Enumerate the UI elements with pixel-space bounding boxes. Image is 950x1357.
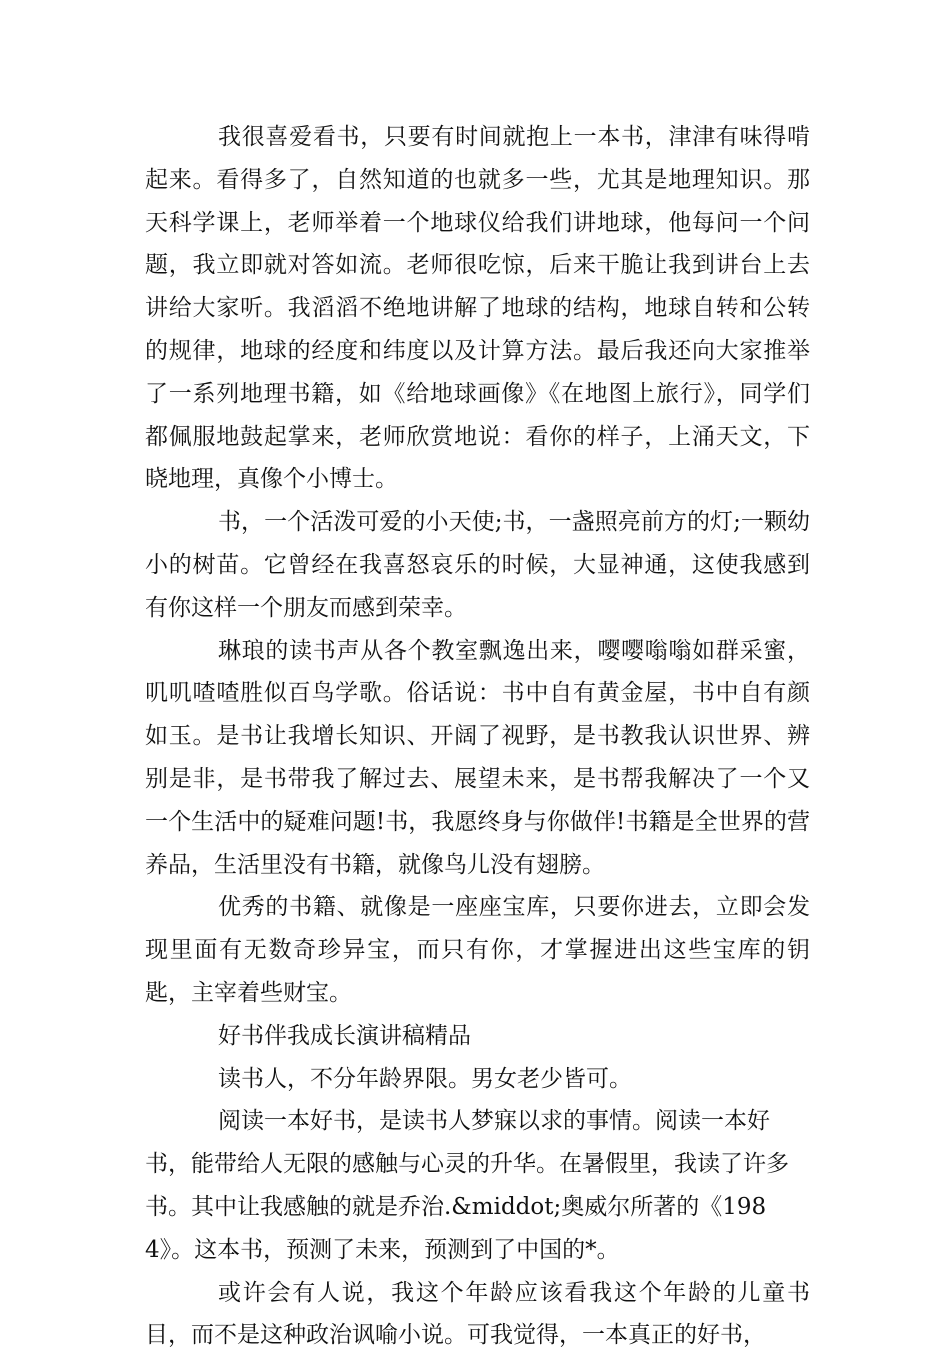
document-body bbox=[145, 116, 810, 1357]
paragraph-reading-voices: 琳琅的读书声从各个教室飘逸出来，嘤嘤嗡嗡如群采蜜，叽叽喳喳胜似百鸟学歌。俗话说：书中自有黄金屋，书中自有颜如玉。是书让我增长知识、开阔了视野，是书教我认识世界、辨别是非，是书带我了解过去、展望未来，是书帮我解决了一个又一个生活中的疑难问题!书，我愿终身与你做伴!书籍是全世界的营养品，生活里没有书籍，就像鸟儿没有翅膀。 bbox=[145, 637, 810, 878]
paragraph-book-1984: 阅读一本好书，是读书人梦寐以求的事情。阅读一本好书，能带给人无限的感触与心灵的升华。在暑假里，我读了许多书。其中让我感触的就是乔治.&middot;奥威尔所著的《1984》。这本书，预测了未来，预测到了中国的*。 bbox=[145, 1108, 789, 1263]
speech-title: 好书伴我成长演讲稿精品 bbox=[218, 1022, 471, 1049]
paragraph-age-appropriate: 或许会有人说，我这个年龄应该看我这个年龄的儿童书目，而不是这种政治讽喻小说。可我觉得，一本真正的好书， bbox=[145, 1279, 810, 1349]
paragraph-readers-any-age: 读书人，不分年龄界限。男女老少皆可。 bbox=[218, 1065, 632, 1092]
paragraph-book-angel: 书，一个活泼可爱的小天使;书，一盏照亮前方的灯;一颗幼小的树苗。它曾经在我喜怒哀乐的时候，大显神通，这使我感到有你这样一个朋友而感到荣幸。 bbox=[145, 509, 810, 621]
paragraph-reading-geography: 我很喜爱看书，只要有时间就抱上一本书，津津有味得啃起来。看得多了，自然知道的也就多一些，尤其是地理知识。那天科学课上，老师举着一个地球仪给我们讲地球，他每问一个问题，我立即就对答如流。老师很吃惊，后来干脆让我到讲台上去讲给大家听。我滔滔不绝地讲解了地球的结构，地球自转和公转的规律，地球的经度和纬度以及计算方法。最后我还向大家推举了一系列地理书籍，如《给地球画像》《在地图上旅行》，同学们都佩服地鼓起掌来，老师欣赏地说：看你的样子，上涌天文，下晓地理，真像个小博士。 bbox=[145, 124, 810, 493]
paragraph-treasure-house: 优秀的书籍、就像是一座座宝库，只要你进去，立即会发现里面有无数奇珍异宝，而只有你，才掌握进出这些宝库的钥匙，主宰着些财宝。 bbox=[145, 894, 810, 1006]
